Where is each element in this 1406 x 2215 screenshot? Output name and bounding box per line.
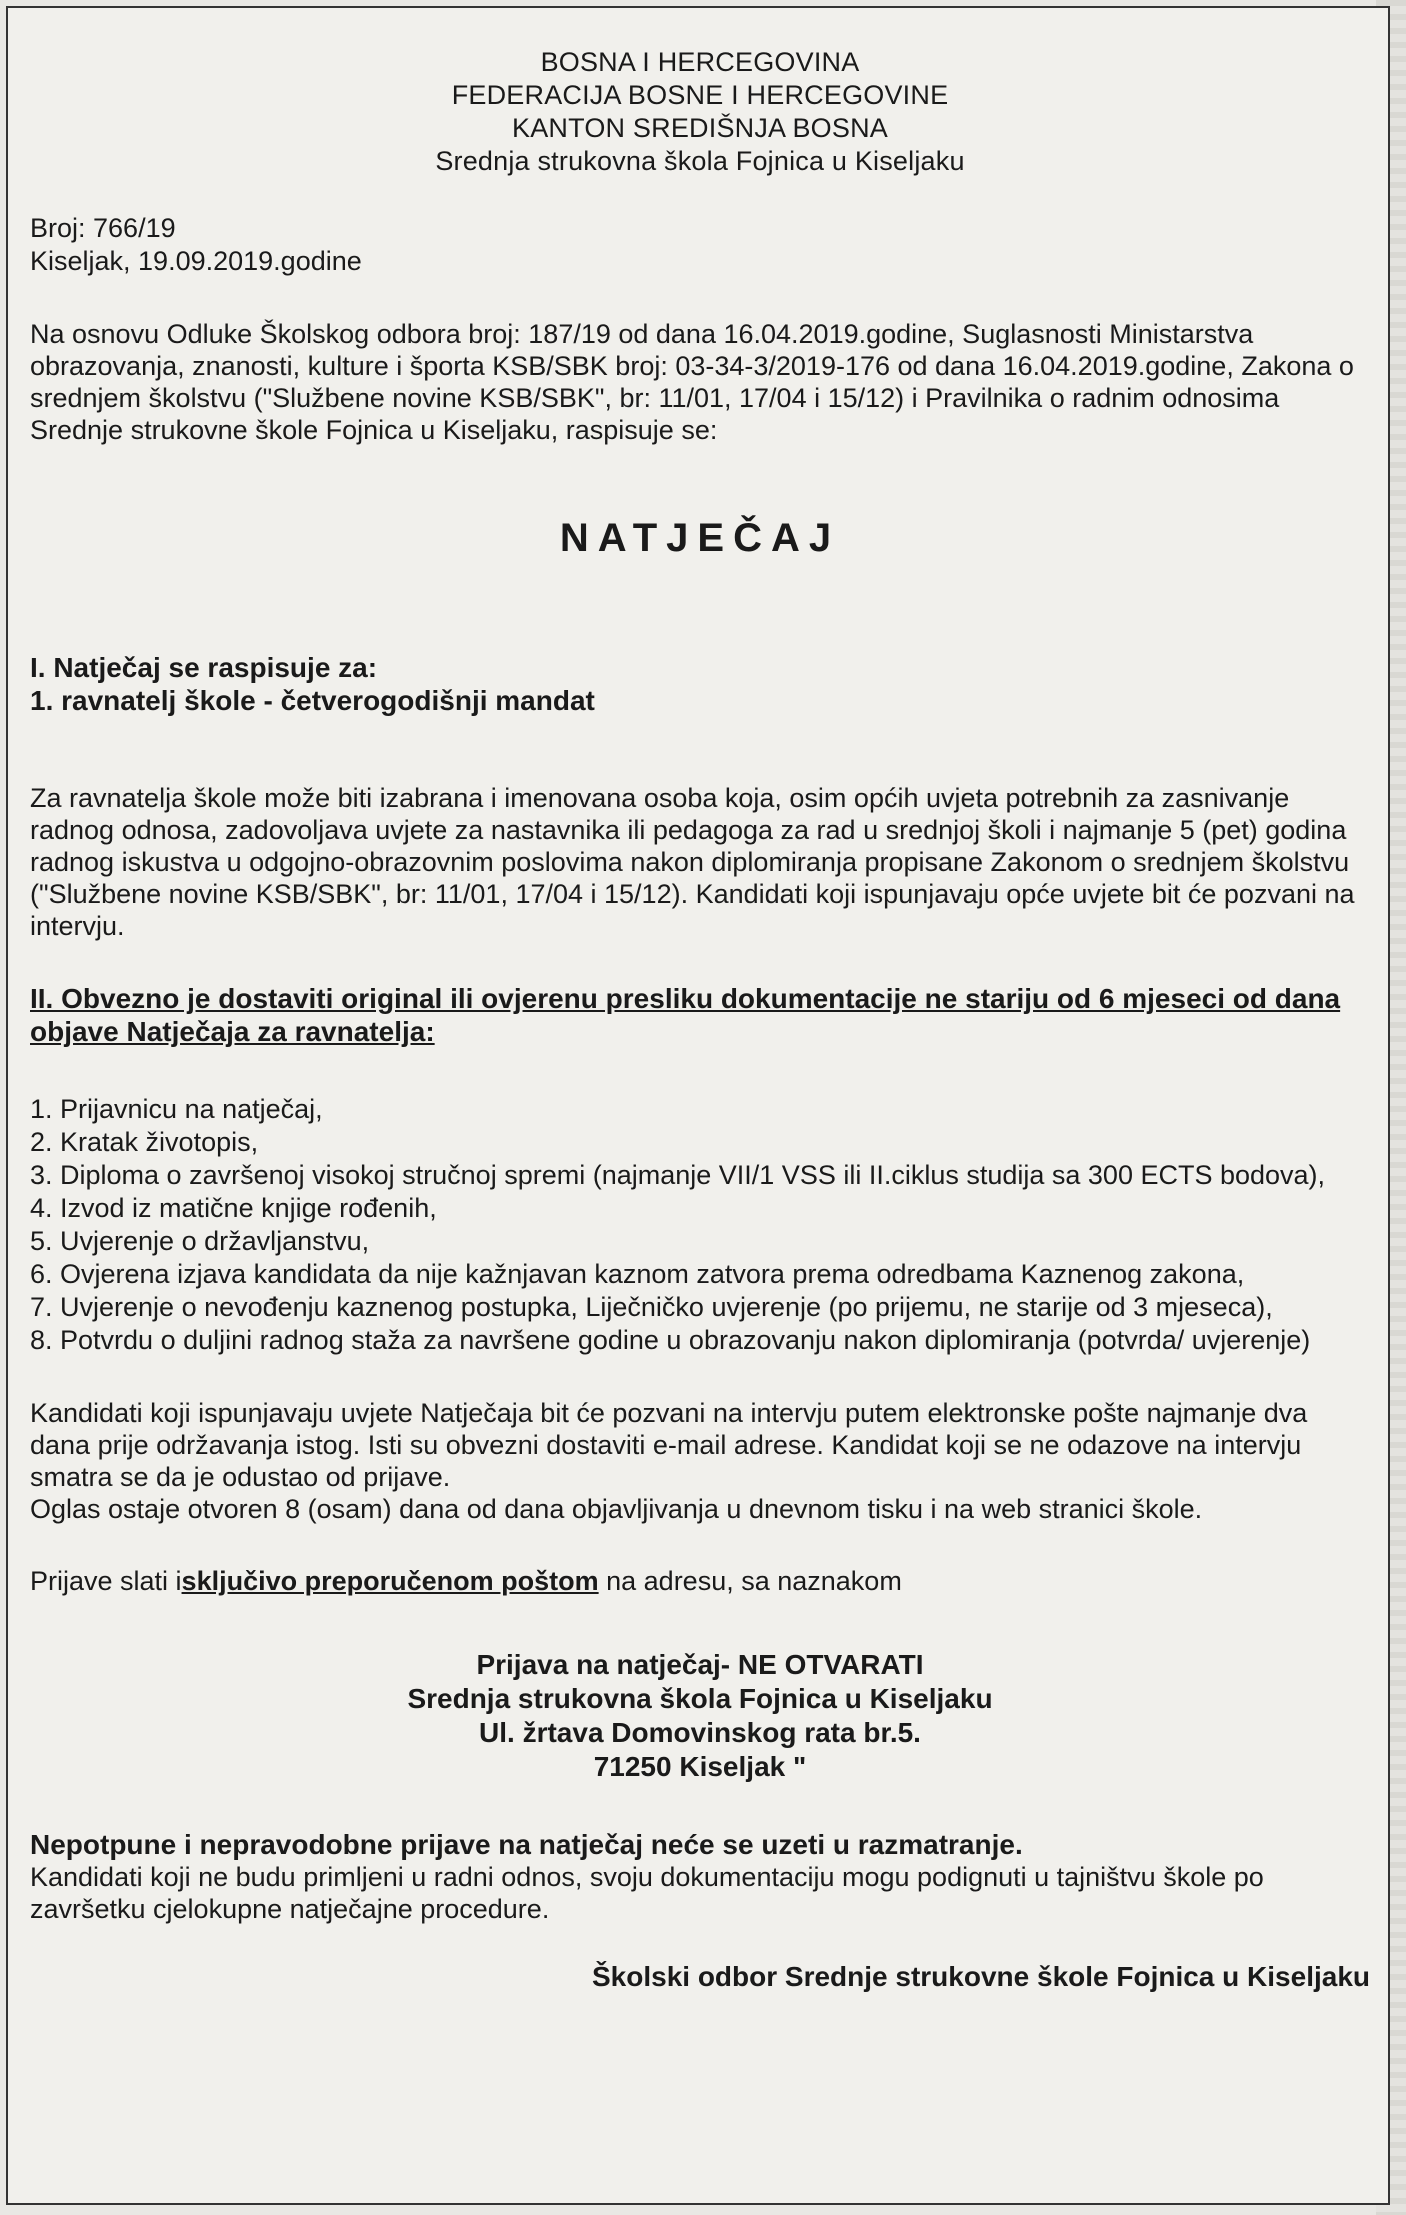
apply-suffix: na adresu, sa naznakom <box>598 1566 902 1596</box>
header-line-canton: KANTON SREDIŠNJA BOSNA <box>512 113 888 143</box>
header-line-country: BOSNA I HERCEGOVINA <box>540 47 860 77</box>
page-title: NATJEČAJ <box>559 516 841 560</box>
address-line-3: Ul. žrtava Domovinskog rata br.5. <box>479 1717 921 1748</box>
list-item: 3. Diploma o završenoj visokoj stručnoj spremi (najmanje VII/1 VSS ili II.ciklus studija sa 300 ECTS bodova), <box>30 1160 1326 1190</box>
list-item: 4. Izvod iz matične knjige rođenih, <box>30 1193 437 1223</box>
announcement-frame <box>6 6 1390 2205</box>
open-period-note: Oglas ostaje otvoren 8 (osam) dana od dana objavljivanja u dnevnom tisku i na web stranici škole. <box>30 1494 1203 1524</box>
section1-heading-block <box>30 651 1370 717</box>
section1-position: 1. ravnatelj škole - četverogodišnji mandat <box>30 685 595 716</box>
mailing-address <box>30 1648 1370 1784</box>
apply-emphasis: sključivo preporučenom poštom <box>181 1566 599 1596</box>
documents-list <box>30 1093 1370 1357</box>
documents-return-note: Kandidati koji ne budu primljeni u radni odnos, svoju dokumentaciju mogu podignuti u tajništvu škole po završetku cjelokupne natječajne procedure. <box>30 1862 1264 1924</box>
list-item: 2. Kratak životopis, <box>30 1127 259 1157</box>
announcement-content <box>30 46 1370 1993</box>
reference-number: Broj: 766/19 <box>30 213 176 243</box>
address-line-2: Srednja strukovna škola Fojnica u Kiseljaku <box>407 1683 993 1714</box>
reference-block <box>30 212 1370 278</box>
address-line-4: 71250 Kiseljak " <box>593 1751 807 1782</box>
list-item: 7. Uvjerenje o nevođenju kaznenog postupka, Liječničko uvjerenje (po prijemu, ne starije od 3 mjeseca), <box>30 1292 1273 1322</box>
list-item: 5. Uvjerenje o državljanstvu, <box>30 1226 370 1256</box>
header-line-school: Srednja strukovna škola Fojnica u Kiseljaku <box>435 146 965 176</box>
list-item: 8. Potvrdu o duljini radnog staža za navršene godine u obrazovanju nakon diplomiranja (potvrda/ uvjerenje) <box>30 1325 1311 1355</box>
list-item: 1. Prijavnicu na natječaj, <box>30 1094 323 1124</box>
signature: Školski odbor Srednje strukovne škole Fojnica u Kiseljaku <box>591 1961 1370 1992</box>
section1-heading: I. Natječaj se raspisuje za: <box>30 652 378 683</box>
header-line-federation: FEDERACIJA BOSNE I HERCEGOVINE <box>451 80 949 110</box>
institution-header <box>30 46 1370 178</box>
list-item: 6. Ovjerena izjava kandidata da nije kažnjavan kaznom zatvora prema odredbama Kaznenog zakona, <box>30 1259 1245 1289</box>
place-date: Kiseljak, 19.09.2019.godine <box>30 246 362 276</box>
interview-note: Kandidati koji ispunjavaju uvjete Natječaja bit će pozvani na intervju putem elektronske pošte najmanje dva dana prije održavanja istog. Isti su obvezni dostaviti e-mail adrese. Kandidat koji se ne odazove na intervju smatra se da je odustao od prijave. <box>30 1398 1308 1492</box>
address-line-1: Prijava na natječaj- NE OTVARATI <box>476 1649 924 1680</box>
apply-prefix: Prijave slati i <box>30 1566 182 1596</box>
incomplete-applications-note: Nepotpune i nepravodobne prijave na natječaj neće se uzeti u razmatranje. <box>30 1829 1023 1860</box>
section1-body: Za ravnatelja škole može biti izabrana i imenovana osoba koja, osim općih uvjeta potrebnih za zasnivanje radnog odnosa, zadovoljava uvjete za nastavnika ili pedagoga za rad u srednjoj školi i najmanje 5 (pet) godina radnog iskustva u odgojno-obrazovnim poslovima nakon diplomiranja propisane Zakonom o srednjem školstvu ("Službene novine KSB/SBK", br: 11/01, 17/04 i 15/12). Kandidati koji ispunjavaju opće uvjete bit će pozvani na intervju. <box>30 783 1355 941</box>
intro-paragraph: Na osnovu Odluke Školskog odbora broj: 187/19 od dana 16.04.2019.godine, Suglasnosti Ministarstva obrazovanja, znanosti, kulture i športa KSB/SBK broj: 03-34-3/2019-176 od dana 16.04.2019.godine, Zakona o srednjem školstvu ("Službene novine KSB/SBK", br: 11/01, 17/04 i 15/12) i Pravilnika o radnim odnosima Srednje strukovne škole Fojnica u Kiseljaku, raspisuje se: <box>30 319 1354 445</box>
notes-block <box>30 1397 1370 1525</box>
apply-instructions <box>30 1565 1370 1598</box>
section2-heading: II. Obvezno je dostaviti original ili ovjerenu presliku dokumentacije ne stariju od 6 mjeseci od dana objave Natječaja za ravnatelja: <box>30 983 1341 1047</box>
